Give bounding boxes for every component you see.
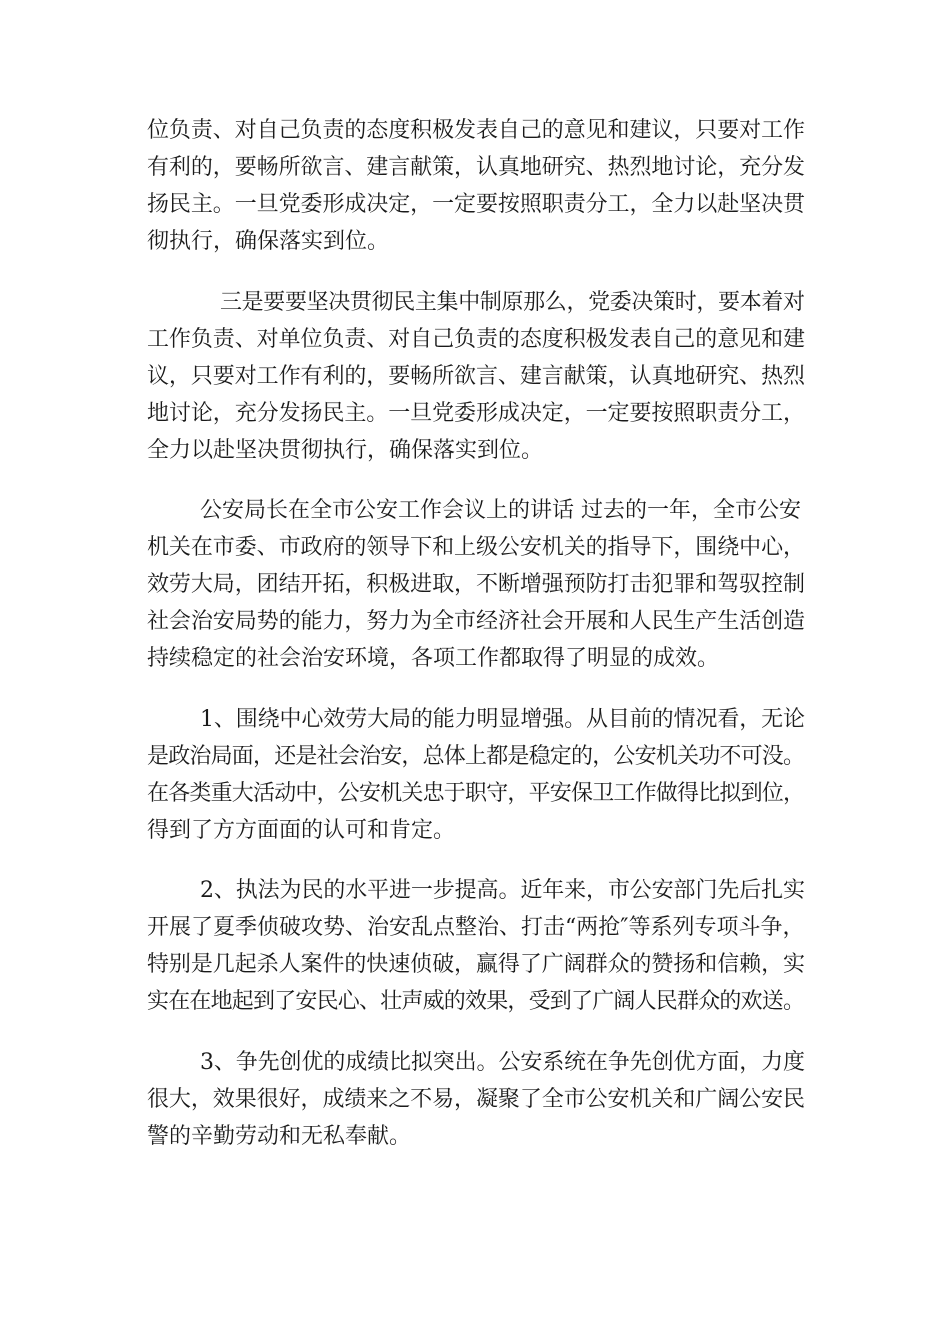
paragraph-4-line-2: 是政治局面，还是社会治安，总体上都是稳定的，公安机关功不可没。	[147, 744, 805, 769]
paragraph-1-line-1: 位负责、对自己负责的态度积极发表自己的意见和建议，只要对工作	[147, 118, 805, 143]
paragraph-2-line-5: 全力以赴坚决贯彻执行，确保落实到位。	[147, 438, 544, 463]
paragraph-4-line-4: 得到了方方面面的认可和肯定。	[147, 818, 456, 843]
paragraph-2-line-1: 三是要要坚决贯彻民主集中制原那么，党委决策时，要本着对	[220, 290, 805, 315]
paragraph-5-line-1: 2、执法为民的水平进一步提高。近年来，市公安部门先后扎实	[200, 878, 805, 903]
paragraph-5-line-3: 特别是几起杀人案件的快速侦破，赢得了广阔群众的赞扬和信赖，实	[147, 952, 805, 977]
paragraph-2-line-3: 议，只要对工作有利的，要畅所欲言、建言献策，认真地研究、热烈	[147, 364, 805, 389]
paragraph-3-line-1: 公安局长在全市公安工作会议上的讲话 过去的一年，全市公安	[200, 498, 801, 523]
paragraph-2-line-4: 地讨论，充分发扬民主。一旦党委形成决定，一定要按照职责分工，	[147, 401, 805, 426]
paragraph-5-line-4: 实在在地起到了安民心、壮声威的效果，受到了广阔人民群众的欢送。	[147, 989, 805, 1014]
paragraph-3-line-5: 持续稳定的社会治安环境，各项工作都取得了明显的成效。	[147, 646, 720, 671]
paragraph-5-line-2: 开展了夏季侦破攻势、治安乱点整治、打击“两抢″等系列专项斗争，	[147, 915, 805, 940]
paragraph-6-line-2: 很大，效果很好，成绩来之不易，凝聚了全市公安机关和广阔公安民	[147, 1087, 805, 1112]
paragraph-4-line-1: 1、围绕中心效劳大局的能力明显增强。从目前的情况看，无论	[200, 707, 805, 732]
paragraph-1-line-2: 有利的，要畅所欲言、建言献策，认真地研究、热烈地讨论，充分发	[147, 155, 805, 180]
paragraph-3-line-2: 机关在市委、市政府的领导下和上级公安机关的指导下，围绕中心，	[147, 535, 805, 560]
paragraph-3-line-3: 效劳大局，团结开拓，积极进取，不断增强预防打击犯罪和驾驭控制	[147, 572, 805, 597]
paragraph-1-line-4: 彻执行，确保落实到位。	[147, 229, 390, 254]
paragraph-6-line-1: 3、争先创优的成绩比拟突出。公安系统在争先创优方面，力度	[200, 1050, 805, 1075]
paragraph-1-line-3: 扬民主。一旦党委形成决定，一定要按照职责分工，全力以赴坚决贯	[147, 192, 805, 217]
paragraph-2-line-2: 工作负责、对单位负责、对自己负责的态度积极发表自己的意见和建	[147, 327, 805, 352]
paragraph-4-line-3: 在各类重大活动中，公安机关忠于职守，平安保卫工作做得比拟到位，	[147, 781, 805, 806]
paragraph-6-line-3: 警的辛勤劳动和无私奉献。	[147, 1124, 412, 1149]
paragraph-3-line-4: 社会治安局势的能力，努力为全市经济社会开展和人民生产生活创造	[147, 609, 805, 634]
